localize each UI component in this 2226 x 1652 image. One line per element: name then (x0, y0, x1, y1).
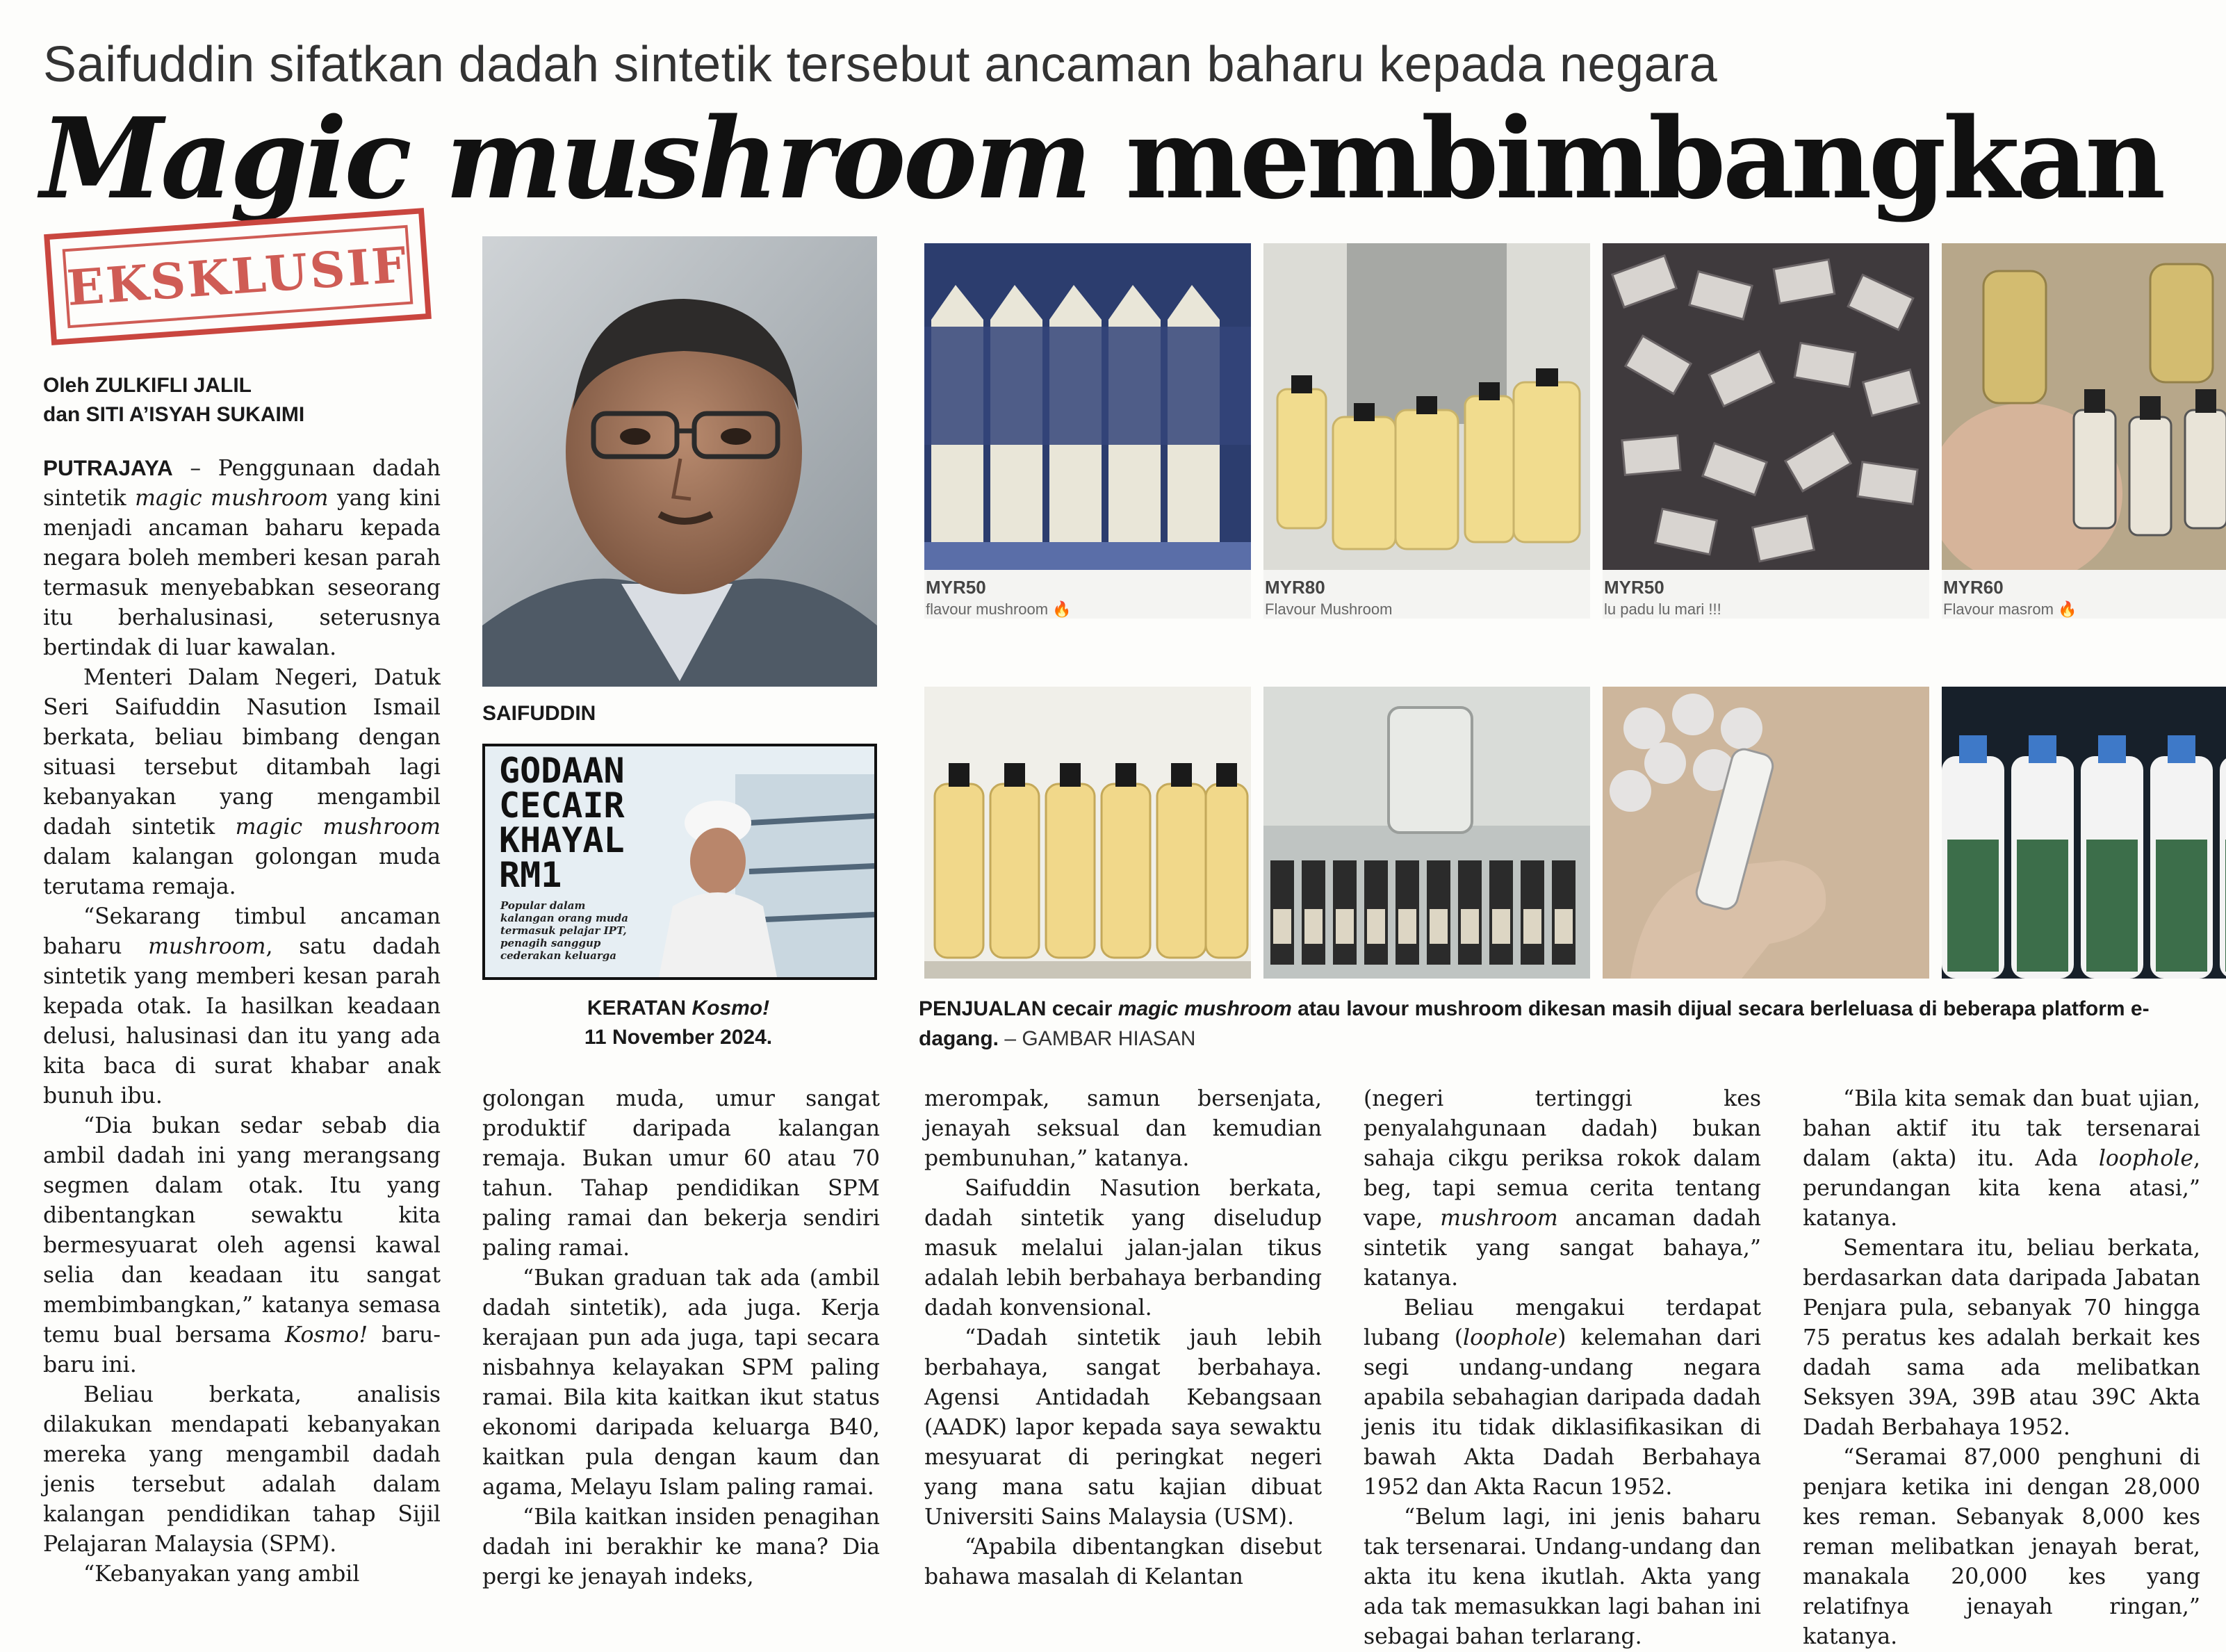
body-text: “Apabila dibentangkan disebut bahawa masalah di Kelantan (924, 1535, 1322, 1589)
body-text: , satu dadah sintetik yang memberi kesan parah kepada otak. Ia hasilkan keadaan delusi, halusinasi dan itu yang ada kita baca di surat khabar anak bunuh ibu. (43, 934, 441, 1109)
clipping-headline-line: RM1 (499, 855, 562, 895)
portrait-caption: SAIFUDDIN (482, 702, 596, 725)
dateline: PUTRAJAYA (43, 455, 173, 480)
clipping-caption-a: KERATAN (587, 997, 692, 1020)
fire-icon: 🔥 (2058, 600, 2077, 618)
clipping-headline-line: CECAIR (499, 785, 625, 826)
body-text: ) kelemahan dari segi undang-undang negara apabila sebahagian daripada dadah jenis itu tidak diklasifikasikan di bawah Akta Dadah Berbahaya 1952 dan Akta Racun 1952. (1364, 1325, 1761, 1500)
product-label: lu padu lu mari !!! (1604, 600, 1721, 618)
byline-line2: dan SITI A’ISYAH SUKAIMI (43, 403, 305, 426)
body-text: ancaman dadah sintetik yang sangat bahaya,” katanya. (1364, 1206, 1761, 1291)
body-paragraph (924, 1084, 1322, 1174)
body-text: , perundangan kita kena atasi,” katanya. (1803, 1146, 2200, 1231)
body-text: “Dia bukan sedar sebab dia ambil dadah ini yang merangsang segmen dalam otak. Itu yang dibentangkan sewaktu kita bermesyuarat oleh agensi kawal selia dan keadaan itu sangat membimbangkan,” katanya semasa temu bual bersama (43, 1113, 441, 1348)
photo-credit: – GAMBAR HIASAN (999, 1027, 1196, 1050)
body-paragraph (43, 1111, 441, 1380)
body-paragraph (43, 453, 441, 663)
marketplace-item (1603, 243, 1929, 619)
clipping-caption-date: 11 November 2024. (584, 1026, 773, 1049)
photo-caption (919, 994, 2191, 1054)
body-text: – Penggunaan dadah sintetik (43, 456, 441, 511)
headline-italic: Magic mushroom (40, 93, 1090, 224)
body-paragraph (43, 1380, 441, 1560)
italic-term: magic mushroom (135, 486, 329, 511)
body-text: Menteri Dalam Negeri, Datuk Seri Saifuddin Nasution Ismail berkata, beliau bimbang dengan situasi tersebut ditambah lagi kebanyakan yang mengambil dadah sintetik (43, 665, 441, 840)
body-text: Beliau berkata, analisis dilakukan mendapati kebanyakan mereka yang mengambil dadah jenis tersebut adalah dalam kalangan pendidikan tahap Sijil Pelajaran Malaysia (SPM). (43, 1382, 441, 1557)
body-column-5 (1803, 1084, 2200, 1652)
clipping-caption-b: Kosmo! (691, 997, 770, 1020)
body-text: baru-baru ini. (43, 1323, 441, 1377)
body-text: “Seramai 87,000 penghuni di penjara ketika ini dengan 28,000 kes reman. Sebanyak 8,000 kes reman melibatkan jenayah berat, manakala 20,000 kes yang relatifnya jenayah ringan,” katanya. (1803, 1445, 2200, 1649)
body-paragraph (482, 1263, 880, 1503)
portrait-photo (482, 236, 877, 687)
body-paragraph (43, 1560, 441, 1589)
fire-icon: 🔥 (1052, 600, 1072, 618)
body-column-1 (43, 453, 441, 1589)
body-text: “Bila kita semak dan buat ujian, bahan aktif itu tak tersenarai dalam (akta) itu. Ada (1803, 1086, 2200, 1171)
body-text: “Sekarang timbul ancaman baharu (43, 904, 441, 959)
exclusive-stamp-text: EKSKLUSIF (63, 225, 413, 329)
marketplace-item (1942, 243, 2226, 619)
photo-caption-b: magic mushroom (1118, 997, 1292, 1020)
exclusive-stamp (44, 208, 432, 345)
product-photo (1263, 243, 1590, 570)
body-paragraph (1803, 1443, 2200, 1652)
product-price: MYR50 (1604, 577, 1664, 598)
photo-caption-a: PENJUALAN cecair (919, 997, 1118, 1020)
product-price: MYR50 (926, 577, 986, 598)
byline (43, 371, 460, 430)
body-paragraph (924, 1174, 1322, 1323)
body-text: “Bukan graduan tak ada (ambil dadah sintetik), ada juga. Kerja kerajaan pun ada juga, tapi secara nisbahnya kelayakan SPM paling ramai. Bila kita kaitkan ikut status ekonomi daripada keluarga B40, kaitkan pula dengan kaum dan agama, Melayu Islam paling ramai. (482, 1266, 880, 1500)
body-paragraph (1803, 1234, 2200, 1443)
product-label: flavour mushroom 🔥 (926, 600, 1072, 618)
newspaper-clipping (482, 744, 877, 980)
body-paragraph (1364, 1084, 1761, 1293)
body-text: “Kebanyakan yang ambil (83, 1562, 360, 1587)
product-price: MYR60 (1943, 577, 2004, 598)
italic-term: mushroom (148, 934, 266, 959)
body-paragraph (1803, 1084, 2200, 1234)
body-paragraph (482, 1503, 880, 1592)
byline-line1: Oleh ZULKIFLI JALIL (43, 374, 252, 397)
body-paragraph (482, 1084, 880, 1263)
green-bottles-photo (1942, 687, 2226, 979)
body-text: yang kini menjadi ancaman baharu kepada negara boleh memberi kesan parah termasuk menyebabkan seseorang itu berhalusinasi, seterusnya bertindak di luar kawalan. (43, 486, 441, 660)
body-text: Sementara itu, beliau berkata, berdasarkan data daripada Jabatan Penjara pula, sebanyak 70 hingga 75 peratus kes adalah berkait kes dadah sama ada melibatkan Seksyen 39A, 39B atau 39C Akta Dadah Berbahaya 1952. (1803, 1236, 2200, 1440)
bottles-photo (924, 687, 1251, 979)
product-price: MYR80 (1265, 577, 1325, 598)
italic-term: Kosmo! (284, 1323, 368, 1348)
body-column-2 (482, 1084, 880, 1592)
body-text: golongan muda, umur sangat produktif daripada kalangan remaja. Bukan umur 60 atau 70 tahun. Tahap pendidikan SPM paling ramai dan bekerja sendiri paling ramai. (482, 1086, 880, 1261)
italic-term: loophole (2098, 1146, 2193, 1171)
body-text: “Bila kaitkan insiden penagihan dadah ini berakhir ke mana? Dia pergi ke jenayah indeks, (482, 1505, 880, 1589)
clipping-headline-line: KHAYAL (499, 820, 625, 860)
body-paragraph (924, 1532, 1322, 1592)
body-text: merompak, samun bersenjata, jenayah seksual dan kemudian pembunuhan,” katanya. (924, 1086, 1322, 1171)
body-text: “Belum lagi, ini jenis baharu tak tersenarai. Undang-undang dan akta itu kena ikutlah. Akta yang ada tak memasukkan lagi bahan ini sebagai bahan terlarang. (1364, 1505, 1761, 1649)
body-paragraph (43, 902, 441, 1111)
headline-normal: membimbangkan (1125, 93, 2163, 224)
body-paragraph (924, 1323, 1322, 1532)
product-photo (924, 243, 1251, 570)
body-text: (negeri tertinggi kes penyalahgunaan dadah) bukan sahaja cikgu periksa rokok dalam beg, tapi semua cerita tentang vape, (1364, 1086, 1761, 1231)
hand-vial-photo (1603, 687, 1929, 979)
body-column-4 (1364, 1084, 1761, 1652)
kicker: Saifuddin sifatkan dadah sintetik tersebut ancaman baharu kepada negara (43, 37, 1718, 92)
body-text: “Dadah sintetik jauh lebih berbahaya, sangat berbahaya. Agensi Antidadah Kebangsaan (AADK) lapor kepada saya sewaktu mesyuarat di peringkat negeri yang mana satu kajian dibuat Universiti Sains Malaysia (USM). (924, 1325, 1322, 1530)
marketplace-item (1263, 243, 1590, 619)
italic-term: loophole (1463, 1325, 1558, 1350)
portrait-illustration (482, 236, 877, 687)
product-label: Flavour Mushroom (1265, 600, 1393, 618)
clipping-subtext: Popular dalam kalangan orang muda termasuk pelajar IPT, penagih sanggup cederakan keluarga (500, 899, 628, 962)
clipping-caption (484, 994, 873, 1052)
body-paragraph (43, 663, 441, 902)
clipping-headline-line: GODAAN (499, 751, 625, 791)
italic-term: magic mushroom (235, 815, 441, 840)
body-text: Beliau mengakui terdapat lubang ( (1364, 1295, 1761, 1350)
headline (40, 93, 2163, 224)
body-text: Saifuddin Nasution berkata, dadah sintetik yang diseludup masuk melalui jalan-jalan tikus adalah lebih berbahaya berbanding dadah konvensional. (924, 1176, 1322, 1320)
product-photo (1603, 243, 1929, 570)
marketplace-item (924, 243, 1251, 619)
body-text: dalam kalangan golongan muda terutama remaja. (43, 844, 441, 899)
body-column-3 (924, 1084, 1322, 1592)
shelf-photo (1263, 687, 1590, 979)
body-paragraph (1364, 1503, 1761, 1652)
body-paragraph (1364, 1293, 1761, 1503)
product-label: Flavour masrom 🔥 (1943, 600, 2077, 618)
italic-term: mushroom (1440, 1206, 1558, 1231)
product-photo (1942, 243, 2226, 570)
photo-caption-c: atau lavour mushroom dikesan masih dijual secara berleluasa di beberapa platform e-dagang. (919, 997, 2150, 1050)
